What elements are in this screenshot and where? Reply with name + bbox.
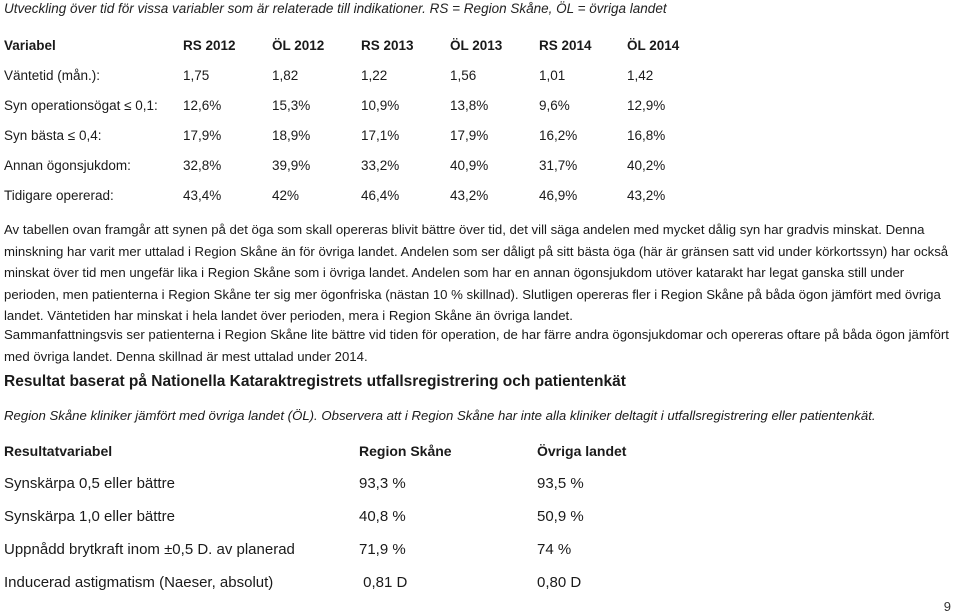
table-cell: 50,9 % xyxy=(537,508,584,525)
table-cell: 1,75 xyxy=(183,67,210,83)
outcome-results-table xyxy=(4,434,657,599)
row-label: Synskärpa 0,5 eller bättre xyxy=(4,475,175,492)
row-label: Syn bästa ≤ 0,4: xyxy=(4,127,102,143)
table-row xyxy=(4,566,657,599)
row-label: Uppnådd brytkraft inom ±0,5 D. av planerad xyxy=(4,541,295,558)
header-cell: Variabel xyxy=(4,37,56,53)
table-header-row xyxy=(4,434,657,467)
table-cell: 12,9% xyxy=(627,97,666,113)
table-cell: 0,81 D xyxy=(359,574,408,591)
header-cell: ÖL 2014 xyxy=(627,37,680,53)
table-row xyxy=(4,467,657,500)
table-cell: 74 % xyxy=(537,541,572,558)
table-row xyxy=(4,120,707,150)
row-label: Annan ögonsjukdom: xyxy=(4,157,131,173)
indication-variables-table xyxy=(4,30,707,210)
table-cell: 12,6% xyxy=(183,97,222,113)
table-cell: 93,3 % xyxy=(359,475,406,492)
table-row xyxy=(4,90,707,120)
row-label: Synskärpa 1,0 eller bättre xyxy=(4,508,175,525)
table-cell: 17,1% xyxy=(361,127,400,143)
table-caption: Utveckling över tid för vissa variabler som är relaterade till indikationer. RS = Region Skåne, ÖL = övriga landet xyxy=(4,1,667,16)
table-cell: 16,8% xyxy=(627,127,666,143)
header-cell: Region Skåne xyxy=(359,442,452,459)
table-cell: 1,56 xyxy=(450,67,477,83)
table-cell: 46,9% xyxy=(539,187,578,203)
table-cell: 17,9% xyxy=(183,127,222,143)
table-row xyxy=(4,180,707,210)
table-cell: 18,9% xyxy=(272,127,311,143)
table-cell: 43,4% xyxy=(183,187,222,203)
table-cell: 40,8 % xyxy=(359,508,406,525)
header-cell: RS 2014 xyxy=(539,37,592,53)
table-cell: 1,22 xyxy=(361,67,388,83)
row-label: Syn operationsögat ≤ 0,1: xyxy=(4,97,158,113)
table-row xyxy=(4,150,707,180)
table-cell: 39,9% xyxy=(272,157,311,173)
table-cell: 13,8% xyxy=(450,97,489,113)
row-label: Tidigare opererad: xyxy=(4,187,114,203)
table-cell: 31,7% xyxy=(539,157,578,173)
row-label: Väntetid (mån.): xyxy=(4,67,101,83)
header-cell: Övriga landet xyxy=(537,442,627,459)
table-cell: 9,6% xyxy=(539,97,570,113)
section-heading: Resultat baserat på Nationella Kataraktregistrets utfallsregistrering och patientenkät xyxy=(4,373,626,390)
table-row xyxy=(4,500,657,533)
analysis-paragraph: Av tabellen ovan framgår att synen på det öga som skall opereras blivit bättre över tid, det vill säga andelen med mycket dålig syn har gradvis minskat. Denna minskning har varit mer uttalad i Region Skåne än för övriga landet. Andelen som ser dåligt på sitt bästa öga (här är gränsen satt vid under körkortssyn) har också minskat över tid men ungefär lika i Region Skåne som i övriga landet. Andelen som har en annan ögonsjukdom utöver katarakt har legat ganska still under perioden, men patienterna i Region Skåne ter sig mer ögonfriska (nästan 10 % skillnad). Slutligen opereras fler i Region Skåne på båda ögon jämfört med övriga landet. Väntetiden har minskat i hela landet över perioden, mera i Region Skåne än övriga landet. xyxy=(4,222,949,323)
table-cell: 17,9% xyxy=(450,127,489,143)
table-header-row xyxy=(4,30,707,60)
table-cell: 32,8% xyxy=(183,157,222,173)
table-cell: 16,2% xyxy=(539,127,578,143)
table-row xyxy=(4,60,707,90)
table-cell: 71,9 % xyxy=(359,541,406,558)
table-cell: 93,5 % xyxy=(537,475,584,492)
table-cell: 10,9% xyxy=(361,97,400,113)
table-cell: 1,82 xyxy=(272,67,299,83)
table-cell: 1,42 xyxy=(627,67,654,83)
header-cell: ÖL 2013 xyxy=(450,37,503,53)
header-cell: ÖL 2012 xyxy=(272,37,325,53)
header-cell: Resultatvariabel xyxy=(4,442,113,459)
table-cell: 40,2% xyxy=(627,157,666,173)
table-cell: 33,2% xyxy=(361,157,400,173)
table-cell: 15,3% xyxy=(272,97,311,113)
row-label: Inducerad astigmatism (Naeser, absolut) xyxy=(4,574,274,591)
header-cell: RS 2012 xyxy=(183,37,236,53)
table-cell: 43,2% xyxy=(450,187,489,203)
header-cell: RS 2013 xyxy=(361,37,414,53)
table-cell: 42% xyxy=(272,187,300,203)
table-cell: 43,2% xyxy=(627,187,666,203)
table-cell: 0,80 D xyxy=(537,574,582,591)
section-caption: Region Skåne kliniker jämfört med övriga landet (ÖL). Observera att i Region Skåne har inte alla kliniker deltagit i utfallsregistrering eller patientenkät. xyxy=(4,408,876,423)
table-cell: 1,01 xyxy=(539,67,566,83)
table-cell: 46,4% xyxy=(361,187,400,203)
page-number: 9 xyxy=(943,599,951,614)
table-row xyxy=(4,533,657,566)
summary-paragraph: Sammanfattningsvis ser patienterna i Region Skåne lite bättre vid tiden för operation, de har färre andra ögonsjukdomar och opereras oftare på båda ögon jämfört med övriga landet. Denna skillnad är mest uttalad under 2014. xyxy=(4,327,949,364)
table-cell: 40,9% xyxy=(450,157,489,173)
